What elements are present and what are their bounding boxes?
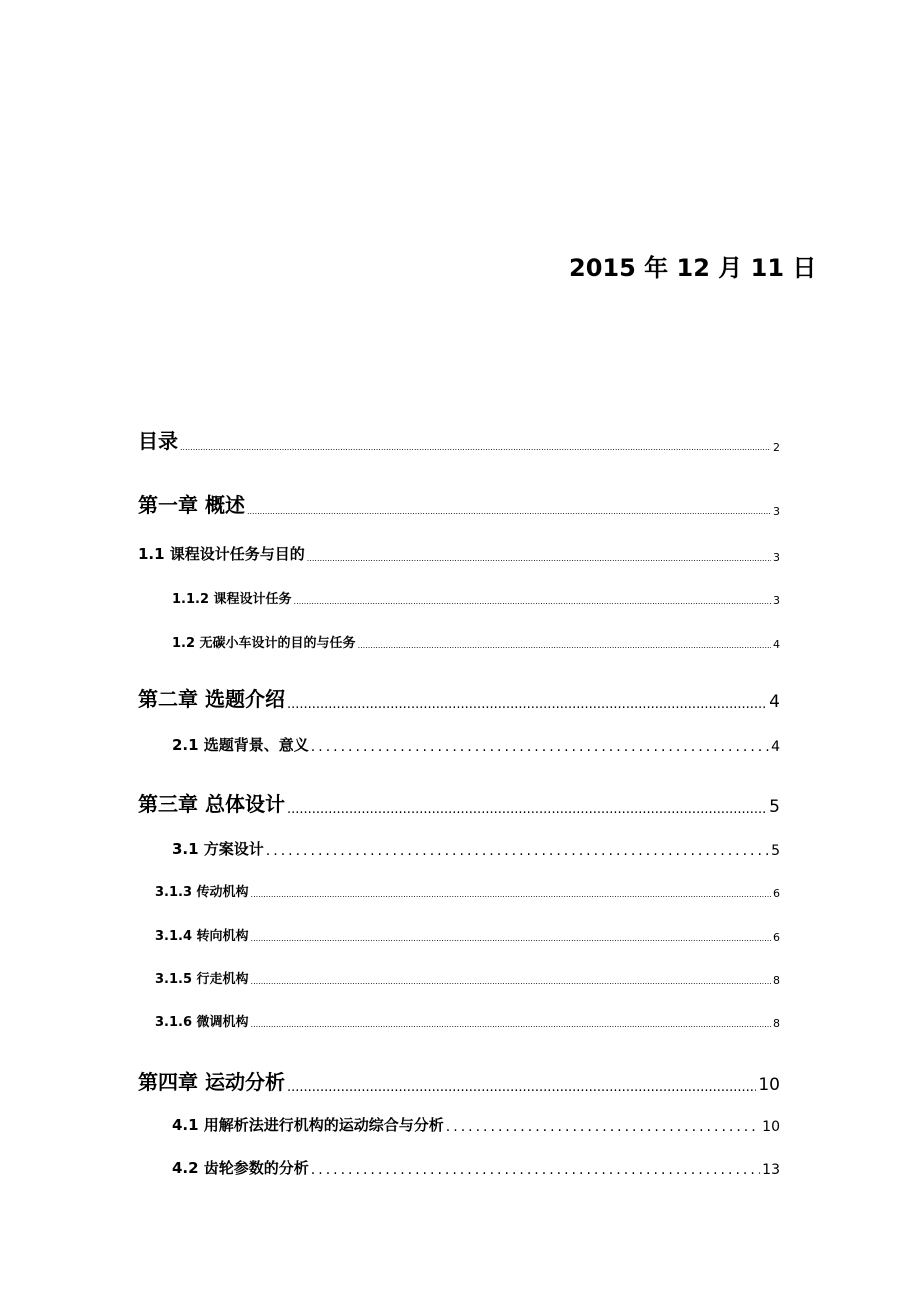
toc-leader-dots [311, 1164, 760, 1178]
toc-entry-title: 第二章 选题介绍 [138, 687, 285, 711]
toc-entry-title: 4.2 齿轮参数的分析 [172, 1159, 309, 1177]
toc-entry-title: 3.1.3 传动机构 [155, 885, 249, 900]
toc-entry-page: 4 [771, 739, 780, 755]
toc-entry-title: 1.2 无碳小车设计的目的与任务 [172, 636, 356, 651]
toc-entry[interactable] [172, 632, 780, 651]
toc-entry-title: 1.1.2 课程设计任务 [172, 592, 292, 607]
toc-leader-dots [251, 975, 771, 987]
toc-entry[interactable] [155, 881, 780, 900]
toc-entry-page: 3 [773, 551, 780, 564]
toc-leader-dots [446, 1121, 760, 1135]
toc-entry[interactable] [138, 543, 780, 564]
toc-entry[interactable] [155, 925, 780, 944]
toc-entry-title: 3.1.5 行走机构 [155, 972, 249, 987]
toc-leader-dots [358, 639, 771, 651]
toc-entry-title: 第一章 概述 [138, 493, 245, 517]
toc-entry-title: 1.1 课程设计任务与目的 [138, 545, 305, 563]
toc-leader-dots [311, 741, 769, 755]
toc-entry[interactable] [172, 1157, 780, 1178]
toc-entry[interactable] [138, 425, 780, 454]
toc-entry-page: 3 [773, 505, 780, 518]
toc-leader-dots [180, 440, 771, 454]
toc-leader-dots [251, 1018, 771, 1030]
toc-leader-dots [287, 801, 767, 817]
toc-entry-page: 6 [773, 887, 780, 900]
toc-leader-dots [287, 696, 767, 712]
toc-entry-title: 3.1.6 微调机构 [155, 1015, 249, 1030]
toc-entry-page: 4 [773, 638, 780, 651]
toc-entry-page: 10 [758, 1075, 780, 1095]
toc-entry-page: 3 [773, 594, 780, 607]
toc-entry[interactable] [138, 788, 780, 817]
toc-leader-dots [287, 1079, 756, 1095]
toc-entry-page: 10 [762, 1119, 780, 1135]
toc-entry-title: 3.1.4 转向机构 [155, 929, 249, 944]
toc-entry-title: 4.1 用解析法进行机构的运动综合与分析 [172, 1116, 444, 1134]
toc-entry-title: 3.1 方案设计 [172, 840, 264, 858]
toc-entry[interactable] [172, 734, 780, 755]
toc-entry[interactable] [155, 1011, 780, 1030]
toc-entry[interactable] [138, 683, 780, 712]
toc-entry[interactable] [155, 968, 780, 987]
toc-leader-dots [307, 552, 771, 564]
toc-entry-title: 目录 [138, 429, 178, 453]
toc-entry-title: 第四章 运动分析 [138, 1070, 285, 1094]
toc-entry[interactable] [172, 588, 780, 607]
toc-entry-page: 5 [769, 797, 780, 817]
toc-entry[interactable] [172, 838, 780, 859]
toc-entry-page: 5 [771, 843, 780, 859]
toc-entry-page: 2 [773, 441, 780, 454]
toc-leader-dots [247, 504, 771, 518]
toc-leader-dots [251, 888, 771, 900]
toc-entry-page: 8 [773, 974, 780, 987]
toc-entry-title: 2.1 选题背景、意义 [172, 736, 309, 754]
toc-entry[interactable] [138, 1066, 780, 1095]
toc-leader-dots [294, 595, 771, 607]
toc-entry-page: 13 [762, 1162, 780, 1178]
toc-leader-dots [251, 932, 771, 944]
toc-entry[interactable] [172, 1114, 780, 1135]
toc-entry-page: 6 [773, 931, 780, 944]
toc-entry[interactable] [138, 489, 780, 518]
toc-entry-title: 第三章 总体设计 [138, 792, 285, 816]
toc-entry-page: 8 [773, 1017, 780, 1030]
toc-entry-page: 4 [769, 692, 780, 712]
toc-leader-dots [266, 845, 769, 859]
document-date: 2015 年 12 月 11 日 [569, 254, 817, 282]
